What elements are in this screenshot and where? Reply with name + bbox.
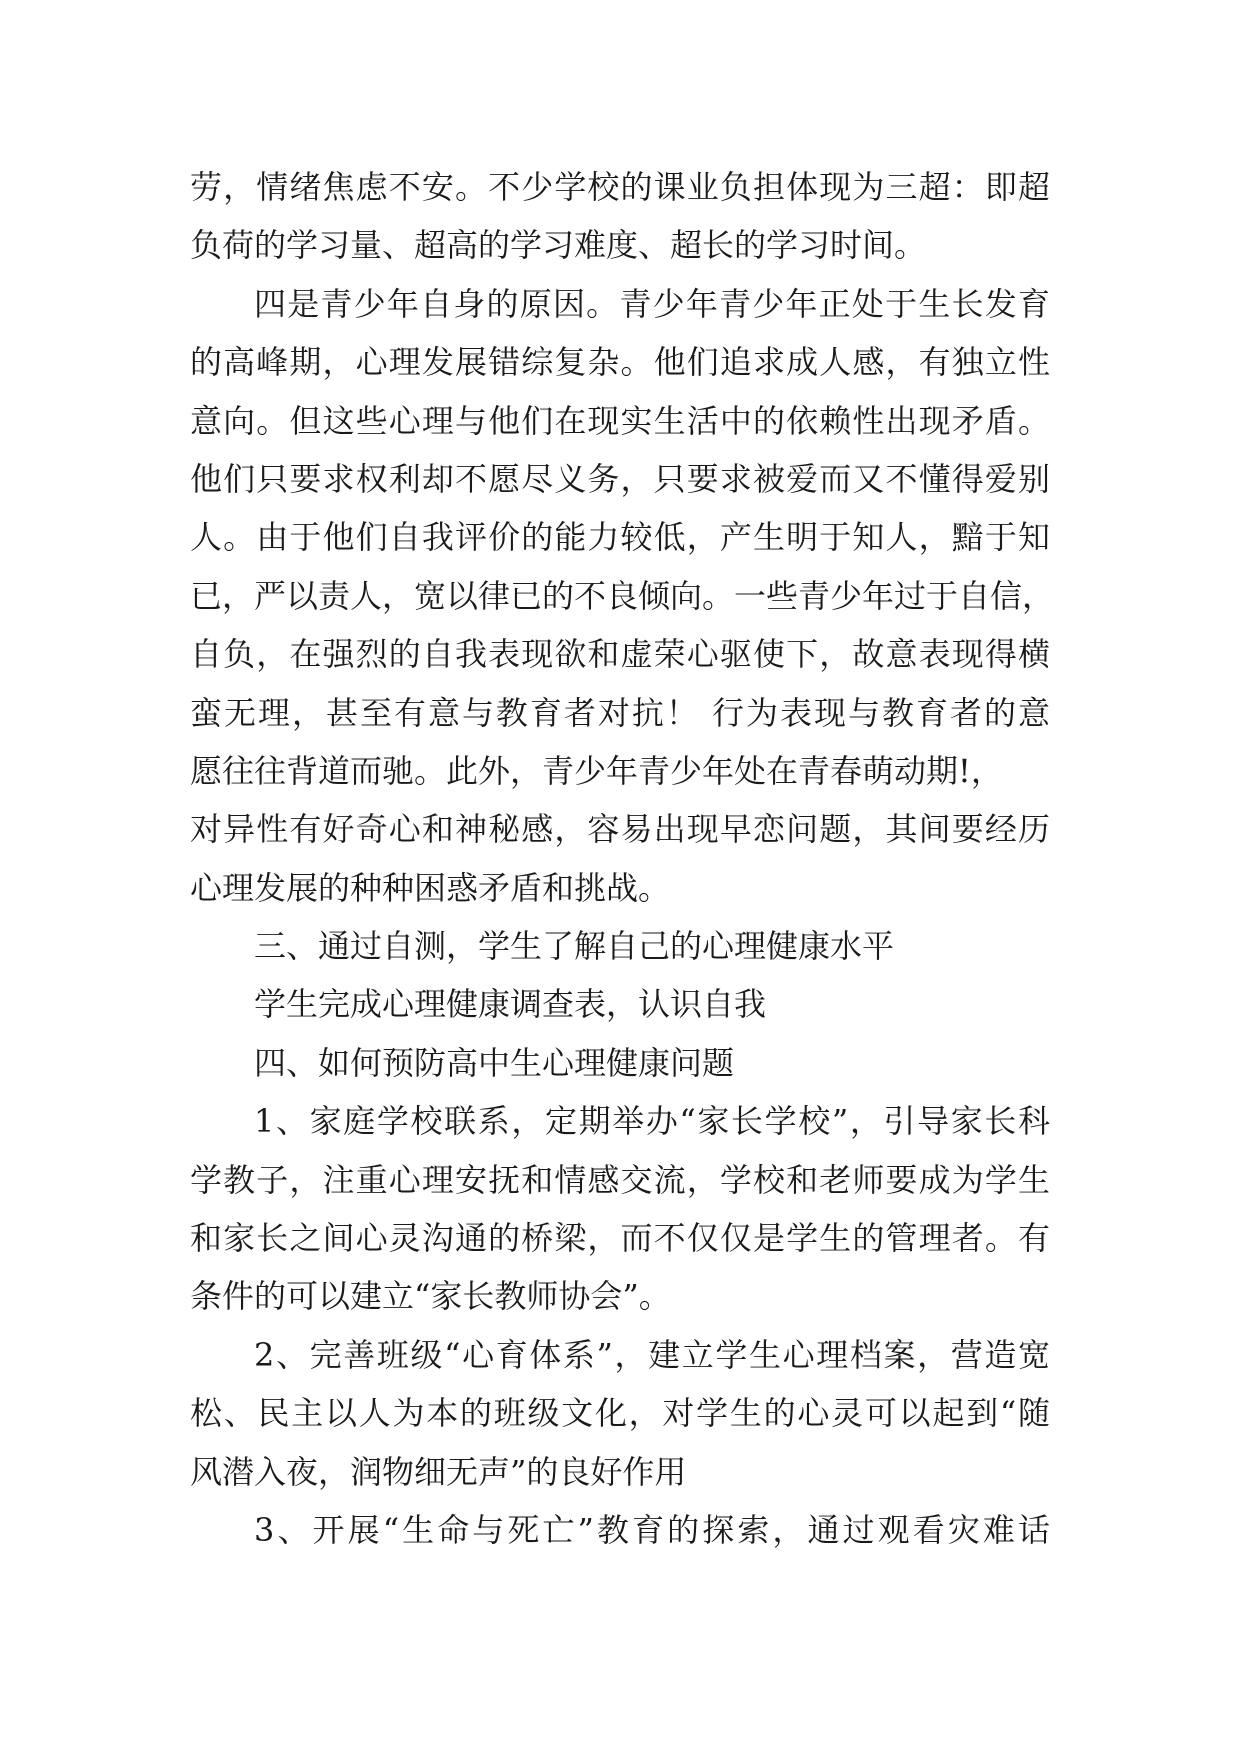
list-item-2-start: 2、完善班级“心育体系”，建立学生心理档案，营造宽 [254, 1335, 1050, 1374]
text-line: 蛮无理，甚至有意与教育者对抗！ 行为表现与教育者的意 [190, 693, 1050, 732]
text-line: 负荷的学习量、超高的学习难度、超长的学习时间。 [190, 226, 927, 265]
list-item-1-start: 1、家庭学校联系，定期举办“家长学校”，引导家长科 [254, 1102, 1050, 1141]
text-line: 松、民主以人为本的班级文化，对学生的心灵可以起到“随 [190, 1394, 1050, 1433]
text-line: 心理发展的种种困惑矛盾和挑战。 [190, 868, 671, 907]
text-line: 条件的可以建立“家长教师协会”。 [190, 1277, 671, 1316]
text-line: 意向。但这些心理与他们在现实生活中的依赖性出现矛盾。 [190, 401, 1050, 440]
text-line: 的高峰期，心理发展错综复杂。他们追求成人感，有独立性 [190, 343, 1050, 382]
text-line: 对异性有好奇心和神秘感，容易出现早恋问题，其间要经历 [190, 810, 1050, 849]
text-line: 自负，在强烈的自我表现欲和虚荣心驱使下，故意表现得横 [190, 635, 1050, 674]
section-heading-3: 三、通过自测，学生了解自己的心理健康水平 [254, 927, 895, 966]
document-body [190, 158, 1055, 1559]
paragraph-start-line: 四是青少年自身的原因。青少年青少年正处于生长发育 [254, 284, 1050, 323]
text-line: 已，严以责人，宽以律已的不良倾向。一些青少年过于自信， [190, 576, 1055, 615]
text-line: 风潜入夜，润物细无声”的良好作用 [190, 1452, 687, 1491]
text-line: 愿往往背道而驰。此外，青少年青少年处在青春萌动期!， [190, 751, 1003, 790]
text-line: 人。由于他们自我评价的能力较低，产生明于知人，黯于知 [190, 518, 1050, 557]
text-line: 劳，情绪焦虑不安。不少学校的课业负担体现为三超：即超 [190, 168, 1050, 206]
section-heading-4: 四、如何预防高中生心理健康问题 [254, 1043, 735, 1082]
text-line: 他们只要求权利却不愿尽义务，只要求被爱而又不懂得爱别 [190, 459, 1050, 498]
text-line: 学教子，注重心理安抚和情感交流，学校和老师要成为学生 [190, 1160, 1050, 1199]
paragraph-start-line: 学生完成心理健康调查表，认识自我 [254, 985, 767, 1024]
text-line: 和家长之间心灵沟通的桥梁，而不仅仅是学生的管理者。有 [190, 1219, 1050, 1258]
list-item-3-start: 3、开展“生命与死亡”教育的探索，通过观看灾难话 [254, 1510, 1050, 1549]
